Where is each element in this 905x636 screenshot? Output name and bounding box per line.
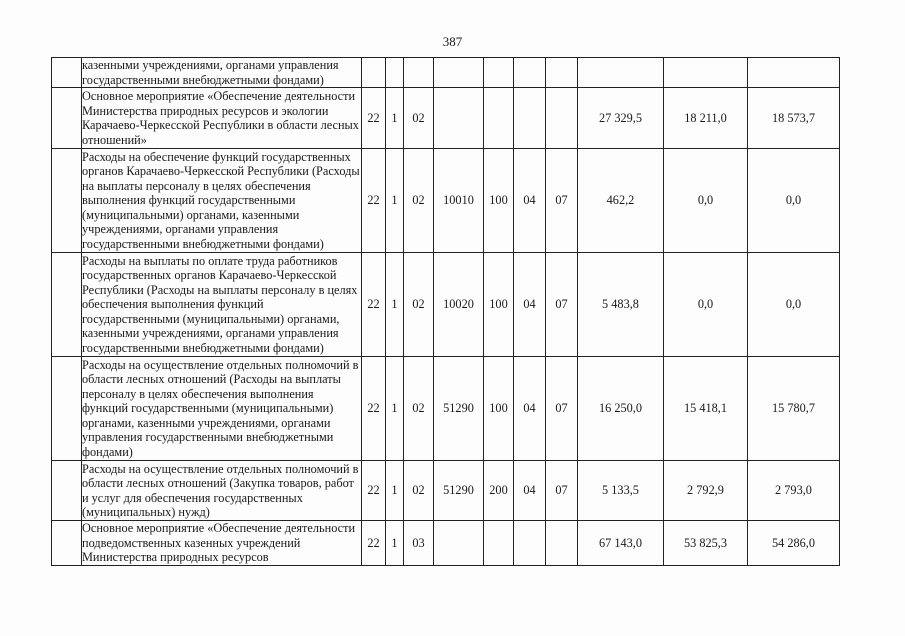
- amount-cell: [664, 58, 748, 88]
- code-cell: 22: [362, 149, 386, 253]
- table-row: [52, 149, 840, 253]
- code-cell: [386, 58, 404, 88]
- amount-cell: 5 133,5: [578, 461, 664, 521]
- amount-cell: 2 793,0: [748, 461, 840, 521]
- row-number-cell: [52, 88, 82, 149]
- code-cell: 1: [386, 253, 404, 357]
- code-cell: 04: [514, 253, 546, 357]
- code-cell: 22: [362, 357, 386, 461]
- table-row: [52, 58, 840, 88]
- table-row: [52, 461, 840, 521]
- amount-cell: 0,0: [664, 253, 748, 357]
- code-cell: 51290: [434, 461, 484, 521]
- amount-cell: 27 329,5: [578, 88, 664, 149]
- row-description: Расходы на осуществление отдельных полномочий в области лесных отношений (Закупка товаров, работ и услуг для обеспечения государственных (муниципальных) нужд): [82, 461, 362, 521]
- row-number-cell: [52, 461, 82, 521]
- budget-table: [51, 57, 840, 566]
- code-cell: 200: [484, 461, 514, 521]
- table-row: [52, 253, 840, 357]
- code-cell: 100: [484, 149, 514, 253]
- code-cell: 1: [386, 461, 404, 521]
- code-cell: 02: [404, 149, 434, 253]
- code-cell: 22: [362, 253, 386, 357]
- code-cell: [434, 521, 484, 566]
- code-cell: [404, 58, 434, 88]
- amount-cell: 2 792,9: [664, 461, 748, 521]
- amount-cell: 15 780,7: [748, 357, 840, 461]
- amount-cell: 16 250,0: [578, 357, 664, 461]
- amount-cell: 0,0: [664, 149, 748, 253]
- code-cell: 07: [546, 357, 578, 461]
- code-cell: 22: [362, 521, 386, 566]
- row-description: Основное мероприятие «Обеспечение деятельности Министерства природных ресурсов и экологии Карачаево-Черкесской Республики в области лесных отношений»: [82, 88, 362, 149]
- code-cell: [546, 88, 578, 149]
- code-cell: 100: [484, 253, 514, 357]
- table-row: [52, 88, 840, 149]
- table-row: [52, 521, 840, 566]
- code-cell: 1: [386, 357, 404, 461]
- code-cell: [546, 58, 578, 88]
- code-cell: 02: [404, 461, 434, 521]
- code-cell: 1: [386, 521, 404, 566]
- code-cell: [362, 58, 386, 88]
- code-cell: 04: [514, 357, 546, 461]
- row-number-cell: [52, 357, 82, 461]
- code-cell: 10010: [434, 149, 484, 253]
- row-number-cell: [52, 58, 82, 88]
- code-cell: 04: [514, 461, 546, 521]
- code-cell: [514, 88, 546, 149]
- code-cell: 03: [404, 521, 434, 566]
- code-cell: [484, 521, 514, 566]
- amount-cell: 18 211,0: [664, 88, 748, 149]
- code-cell: 10020: [434, 253, 484, 357]
- row-description: Расходы на осуществление отдельных полномочий в области лесных отношений (Расходы на выплаты персоналу в целях обеспечения выполнения функций государственными (муниципальными) органами, казенными учреждениями, органами управления государственными внебюджетными фондами): [82, 357, 362, 461]
- amount-cell: 15 418,1: [664, 357, 748, 461]
- row-number-cell: [52, 149, 82, 253]
- amount-cell: 53 825,3: [664, 521, 748, 566]
- code-cell: [484, 58, 514, 88]
- amount-cell: [578, 58, 664, 88]
- code-cell: 07: [546, 149, 578, 253]
- code-cell: 07: [546, 253, 578, 357]
- code-cell: 02: [404, 357, 434, 461]
- code-cell: 1: [386, 88, 404, 149]
- code-cell: [546, 521, 578, 566]
- code-cell: 04: [514, 149, 546, 253]
- amount-cell: 5 483,8: [578, 253, 664, 357]
- code-cell: 51290: [434, 357, 484, 461]
- row-number-cell: [52, 253, 82, 357]
- table-row: [52, 357, 840, 461]
- row-description: Расходы на выплаты по оплате труда работников государственных органов Карачаево-Черкесской Республики (Расходы на выплаты персоналу в целях обеспечения выполнения функций государственными (муниципальными) органами, казенными учреждениями, органами управления государственными внебюджетными фондами): [82, 253, 362, 357]
- amount-cell: 54 286,0: [748, 521, 840, 566]
- code-cell: 02: [404, 88, 434, 149]
- code-cell: 22: [362, 88, 386, 149]
- code-cell: [434, 88, 484, 149]
- code-cell: [514, 521, 546, 566]
- code-cell: 22: [362, 461, 386, 521]
- row-description: Основное мероприятие «Обеспечение деятельности подведомственных казенных учреждений Министерства природных ресурсов: [82, 521, 362, 566]
- row-description: казенными учреждениями, органами управления государственными внебюджетными фондами): [82, 58, 362, 88]
- amount-cell: [748, 58, 840, 88]
- code-cell: [434, 58, 484, 88]
- page-number: 387: [442, 34, 463, 49]
- amount-cell: 67 143,0: [578, 521, 664, 566]
- code-cell: 02: [404, 253, 434, 357]
- amount-cell: 0,0: [748, 253, 840, 357]
- amount-cell: 18 573,7: [748, 88, 840, 149]
- code-cell: [514, 58, 546, 88]
- row-number-cell: [52, 521, 82, 566]
- code-cell: [484, 88, 514, 149]
- row-description: Расходы на обеспечение функций государственных органов Карачаево-Черкесской Республики (Расходы на выплаты персоналу в целях обеспечения выполнения функций государственными (муниципальными) органами, казенными учреждениями, органами управления государственными внебюджетными фондами): [82, 149, 360, 251]
- code-cell: 100: [484, 357, 514, 461]
- code-cell: 1: [386, 149, 404, 253]
- amount-cell: 462,2: [578, 149, 664, 253]
- amount-cell: 0,0: [748, 149, 840, 253]
- code-cell: 07: [546, 461, 578, 521]
